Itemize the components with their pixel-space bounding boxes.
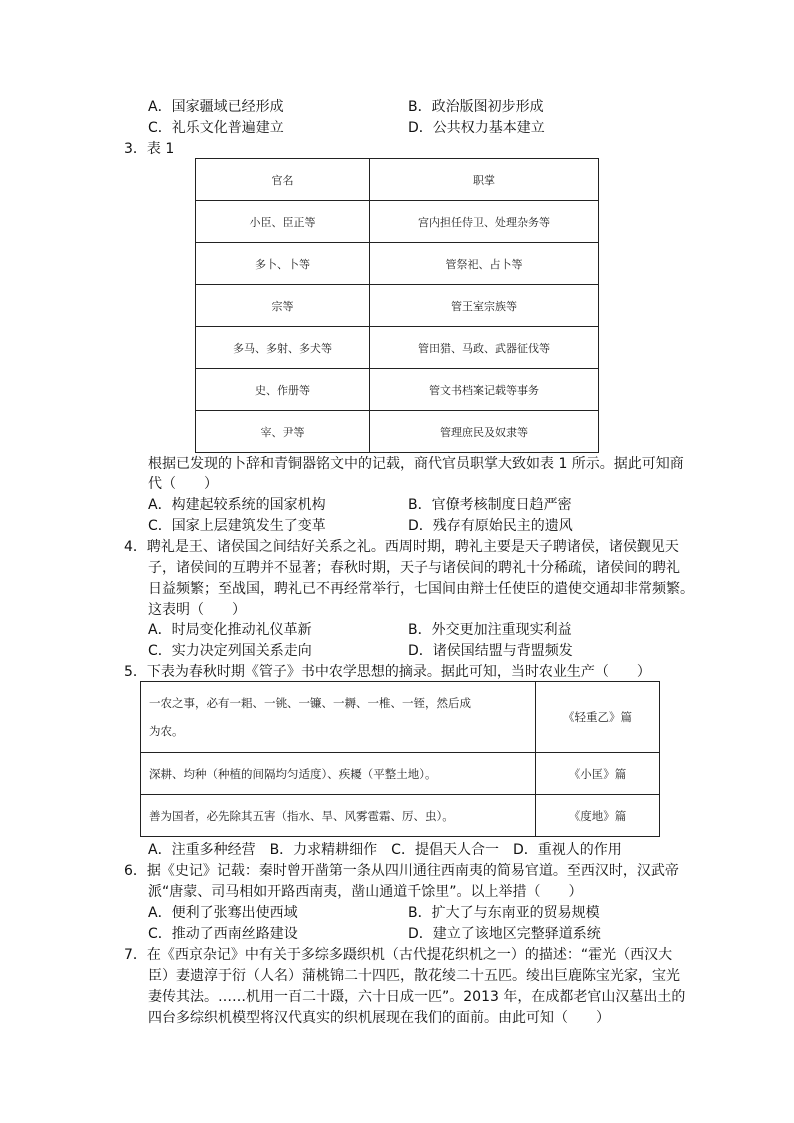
q5-row1-text-line1: 一农之事，必有一耜、一铫、一镰、一耨、一椎、一铚，然后成 <box>149 696 471 710</box>
table-cell: 管祭祀、占卜等 <box>370 243 599 285</box>
q6-option-c: C．推动了西南丝路建设 <box>148 926 298 942</box>
table-row <box>141 682 660 753</box>
table-header-cell: 职掌 <box>370 159 599 201</box>
q7-line3: 妻传其法。……机用一百二十蹑，六十日成一匹”。2013 年，在成都老官山汉墓出土的 <box>148 989 686 1005</box>
table-cell: 管理庶民及奴隶等 <box>370 411 599 453</box>
q4-option-c: C．实力决定列国关系走向 <box>148 643 312 659</box>
q6-option-d: D．建立了该地区完整驿道系统 <box>408 926 601 942</box>
q2-option-b: B．政治版图初步形成 <box>408 99 544 115</box>
q3-option-d: D．残存有原始民主的遗风 <box>408 518 573 534</box>
q7-line1: 7．在《西京杂记》中有关于多综多蹑织机（古代提花织机之一）的描述：“霍光（西汉大 <box>124 947 673 963</box>
q2-option-c: C．礼乐文化普遍建立 <box>148 120 284 136</box>
q5-stem: 5．下表为春秋时期《管子》书中农学思想的摘录。据此可知，当时农业生产（ ） <box>124 664 651 680</box>
q5-row1-text-line2: 为农。 <box>149 724 184 738</box>
q4-option-b: B．外交更加注重现实利益 <box>408 622 572 638</box>
q7-line4: 四台多综织机模型将汉代真实的织机展现在我们的面前。由此可知（ ） <box>148 1010 610 1026</box>
table-cell: 宰、尹等 <box>196 411 370 453</box>
q3-option-b: B．官僚考核制度日趋严密 <box>408 497 572 513</box>
table-row <box>196 243 599 285</box>
table-header-row <box>196 159 599 201</box>
q2-option-a: A．国家疆域已经形成 <box>148 99 284 115</box>
table-cell: 多卜、卜等 <box>196 243 370 285</box>
table-cell: 深耕、均种（种植的间隔均匀适度）、疾耰（平整土地）。 <box>141 753 536 795</box>
q4-line1: 4．聘礼是王、诸侯国之间结好关系之礼。西周时期，聘礼主要是天子聘诸侯，诸侯觐见天 <box>124 539 679 555</box>
table-cell: 善为国者，必先除其五害（指水、旱、风雾雹霜、厉、虫）。 <box>141 795 536 837</box>
table-cell <box>141 682 536 753</box>
table-cell: 《轻重乙》篇 <box>536 682 660 753</box>
table-row <box>196 411 599 453</box>
q4-line2: 子，诸侯间的互聘并不显著；春秋时期，天子与诸侯间的聘礼十分稀疏，诸侯间的聘礼 <box>148 560 680 576</box>
q5-options-line: A．注重多种经营 B．力求精耕细作 C．提倡天人合一 D．重视人的作用 <box>148 842 622 858</box>
table-cell: 宫内担任侍卫、处理杂务等 <box>370 201 599 243</box>
table-header-cell: 官名 <box>196 159 370 201</box>
q3-table <box>195 158 599 453</box>
q6-line1: 6．据《史记》记载：秦时曾开凿第一条从四川通往西南夷的简易官道。至西汉时，汉武帝 <box>124 863 679 879</box>
table-cell: 小臣、臣正等 <box>196 201 370 243</box>
q4-line4: 这表明（ ） <box>148 602 246 618</box>
table-row <box>196 369 599 411</box>
table-cell: 管田猎、马政、武器征伐等 <box>370 327 599 369</box>
table-row <box>196 327 599 369</box>
q3-stem-line1: 根据已发现的卜辞和青铜器铭文中的记载，商代官员职掌大致如表 1 所示。据此可知商 <box>148 456 684 472</box>
table-cell: 管王室宗族等 <box>370 285 599 327</box>
q3-option-c: C．国家上层建筑发生了变革 <box>148 518 326 534</box>
table-row <box>141 753 660 795</box>
table-row <box>196 285 599 327</box>
q3-stem-line2: 代（ ） <box>148 476 218 492</box>
q5-table <box>140 681 660 837</box>
q2-option-d: D．公共权力基本建立 <box>408 120 545 136</box>
q4-option-d: D．诸侯国结盟与背盟频发 <box>408 643 573 659</box>
table-row <box>196 201 599 243</box>
table-cell: 《小匡》篇 <box>536 753 660 795</box>
q7-line2: 臣）妻遗淳于衍（人名）蒲桃锦二十四匹，散花绫二十五匹。绫出巨鹿陈宝光家，宝光 <box>148 968 680 984</box>
q6-line2: 派“唐蒙、司马相如开路西南夷，凿山通道千馀里”。以上举措（ ） <box>148 884 583 900</box>
q6-option-a: A．便利了张骞出使西域 <box>148 905 298 921</box>
table-cell: 管文书档案记载等事务 <box>370 369 599 411</box>
table-cell: 宗等 <box>196 285 370 327</box>
q3-number-label: 3．表 1 <box>124 141 175 157</box>
q4-line3: 日益频繁；至战国，聘礼已不再经常举行，七国间由辩士任使臣的遣使交通却非常频繁。 <box>148 581 694 597</box>
table-cell: 《度地》篇 <box>536 795 660 837</box>
table-row <box>141 795 660 837</box>
q6-option-b: B．扩大了与东南亚的贸易规模 <box>408 905 600 921</box>
q4-option-a: A．时局变化推动礼仪革新 <box>148 622 312 638</box>
q3-option-a: A．构建起较系统的国家机构 <box>148 497 326 513</box>
table-cell: 史、作册等 <box>196 369 370 411</box>
table-cell: 多马、多射、多犬等 <box>196 327 370 369</box>
